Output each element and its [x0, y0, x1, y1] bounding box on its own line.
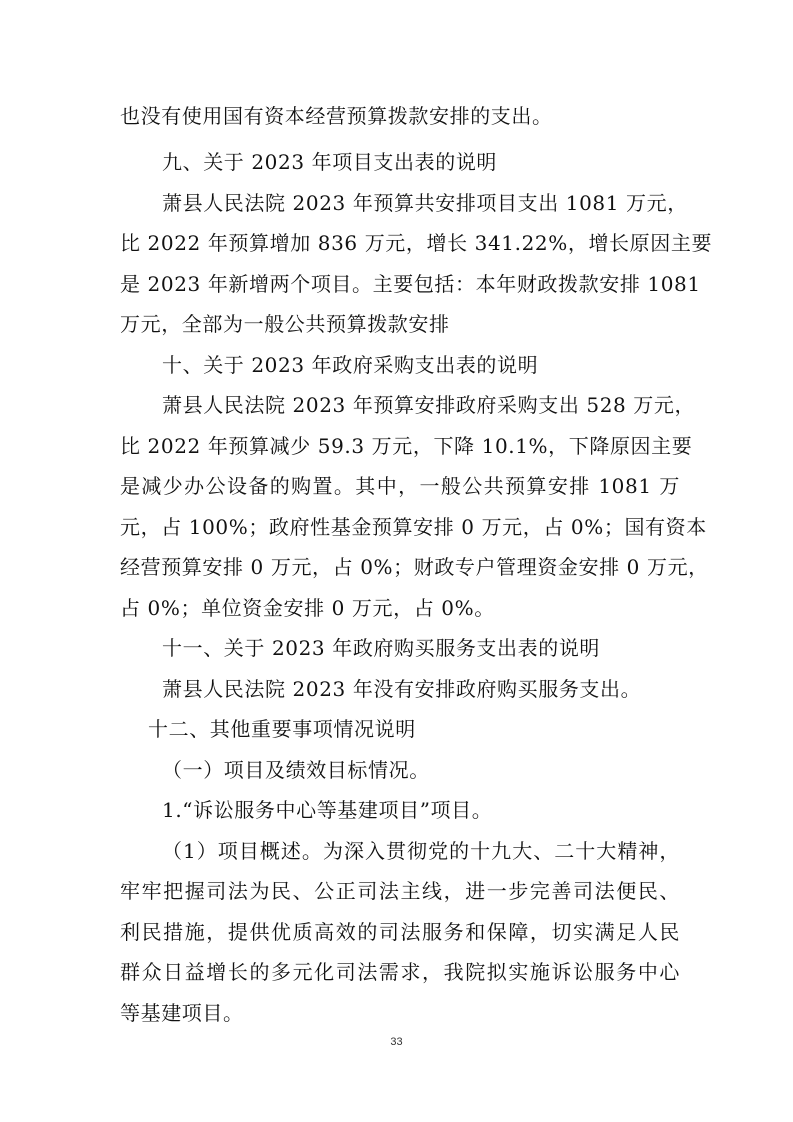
body-text-line: 比 2022 年预算减少 59.3 万元，下降 10.1%，下降原因主要	[120, 434, 693, 458]
body-text-line: 是减少办公设备的购置。其中，一般公共预算安排 1081 万	[120, 474, 680, 498]
body-text-line: 萧县人民法院 2023 年预算共安排项目支出 1081 万元，	[162, 191, 688, 215]
body-text-line: 萧县人民法院 2023 年没有安排政府购买服务支出。	[162, 677, 642, 701]
page-number: 33	[390, 1036, 403, 1048]
body-text-line: 经营预算安排 0 万元，占 0%；财政专户管理资金安排 0 万元，	[120, 555, 709, 579]
body-text-line: 万元，全部为一般公共预算拨款安排	[120, 312, 450, 336]
section-heading-12: 十二、其他重要事项情况说明	[148, 717, 416, 741]
section-heading-9: 九、关于 2023 年项目支出表的说明	[162, 150, 498, 174]
body-text-line: 牢牢把握司法为民、公正司法主线，进一步完善司法便民、	[120, 879, 680, 903]
body-text-line: 群众日益增长的多元化司法需求，我院拟实施诉讼服务中心	[120, 960, 680, 984]
section-heading-10: 十、关于 2023 年政府采购支出表的说明	[162, 353, 539, 377]
body-text-line: 等基建项目。	[120, 1001, 244, 1025]
body-text-line: 萧县人民法院 2023 年预算安排政府采购支出 528 万元，	[162, 393, 696, 417]
body-text-line: 比 2022 年预算增加 836 万元，增长 341.22%，增长原因主要	[120, 231, 713, 255]
body-text-line: 利民措施，提供优质高效的司法服务和保障，切实满足人民	[120, 920, 680, 944]
body-text-line: 占 0%；单位资金安排 0 万元，占 0%。	[120, 596, 495, 620]
body-text-line: 是 2023 年新增两个项目。主要包括：本年财政拨款安排 1081	[120, 272, 701, 296]
item-heading: 1.“诉讼服务中心等基建项目”项目。	[162, 798, 493, 822]
body-text-line: （1）项目概述。为深入贯彻党的十九大、二十大精神，	[162, 839, 680, 863]
section-heading-11: 十一、关于 2023 年政府购买服务支出表的说明	[162, 636, 601, 660]
subsection-heading: （一）项目及绩效目标情况。	[162, 758, 430, 782]
body-text-line: 也没有使用国有资本经营预算拨款安排的支出。	[120, 104, 553, 128]
body-text-line: 元，占 100%；政府性基金预算安排 0 万元，占 0%；国有资本	[120, 515, 707, 539]
